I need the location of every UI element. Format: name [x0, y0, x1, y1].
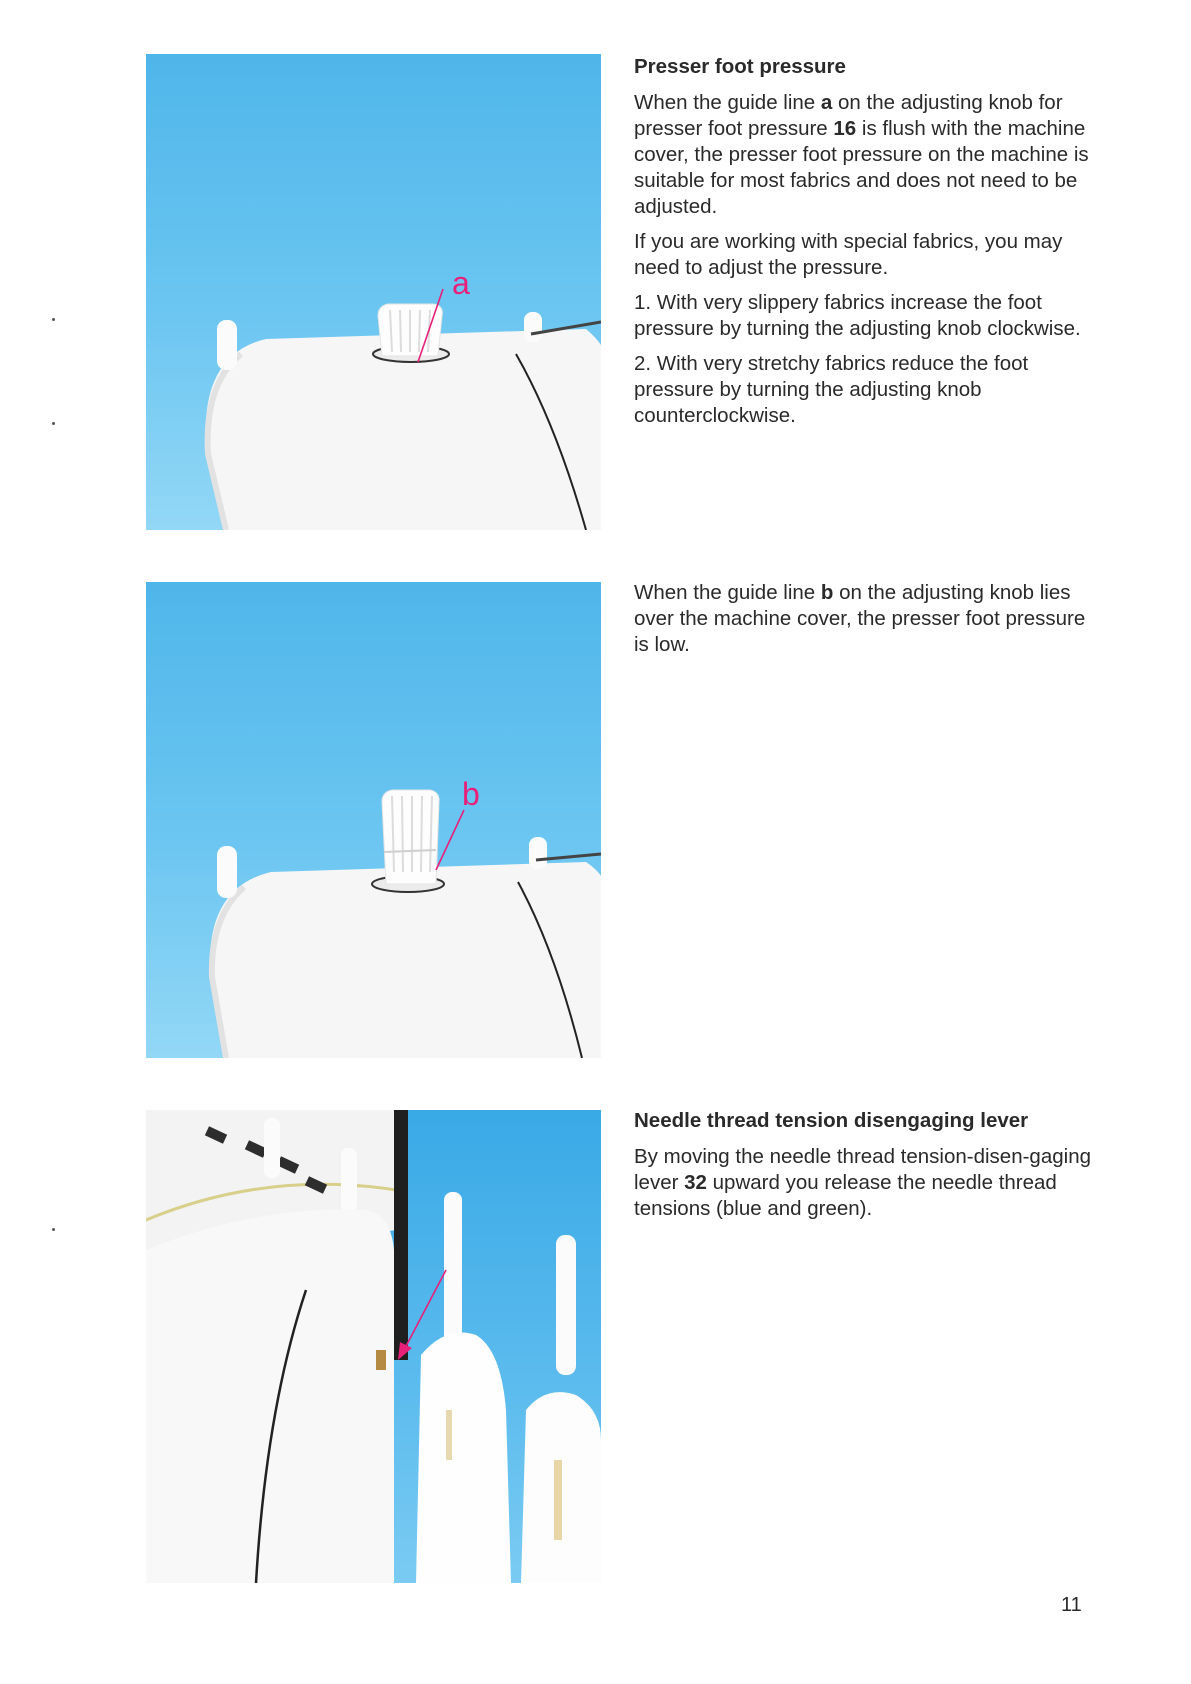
section-low-pressure: [634, 580, 1094, 667]
page-number: 11: [1061, 1594, 1082, 1616]
text-run: on the adjusting knob lies over the machine cover, the presser foot pressure is low.: [634, 581, 1086, 656]
label-b: b: [462, 776, 480, 812]
paragraph: If you are working with special fabrics, you may need to adjust the pressure.: [634, 230, 1063, 279]
step-1: 1. With very slippery fabrics increase the foot pressure by turning the adjusting knob clockwise.: [634, 291, 1081, 340]
annotation-line-b: [436, 810, 464, 870]
text-run: on the adjusting knob for presser foot pressure: [634, 91, 1063, 140]
text-run: When the guide line: [634, 581, 821, 604]
section-presser-foot-pressure: [634, 54, 1094, 438]
section-tension-lever: [634, 1108, 1094, 1231]
part-number-ref: 32: [684, 1171, 707, 1194]
part-number-ref: 16: [833, 117, 857, 140]
guide-line-ref-a: a: [820, 91, 833, 114]
label-a: a: [452, 265, 470, 301]
margin-mark: [52, 318, 55, 321]
text-run: When the guide line: [634, 91, 821, 114]
photo-tension-disengaging-lever: [146, 1110, 601, 1583]
photo-knob-guide-line-a: [146, 54, 601, 530]
paragraph: [634, 1144, 1094, 1222]
text-run: By moving the needle thread tension-disen-gaging lever: [634, 1145, 1091, 1194]
guide-line-ref-b: b: [820, 581, 834, 604]
paragraph: [634, 90, 1094, 220]
step-2: 2. With very stretchy fabrics reduce the foot pressure by turning the adjusting knob counterclockwise.: [634, 352, 1029, 427]
section-heading: Presser foot pressure: [634, 55, 846, 78]
margin-mark: [52, 422, 55, 425]
paragraph: [634, 580, 1094, 658]
photo-knob-guide-line-b: [146, 582, 601, 1058]
text-run: is flush with the machine cover, the presser foot pressure on the machine is suitable for most fabrics and does not need to be adjusted.: [634, 117, 1089, 218]
text-run: upward you release the needle thread tensions (blue and green).: [634, 1171, 1057, 1220]
annotation-arrow: [404, 1270, 446, 1350]
margin-mark: [52, 1228, 55, 1231]
section-heading: Needle thread tension disengaging lever: [634, 1109, 1029, 1132]
